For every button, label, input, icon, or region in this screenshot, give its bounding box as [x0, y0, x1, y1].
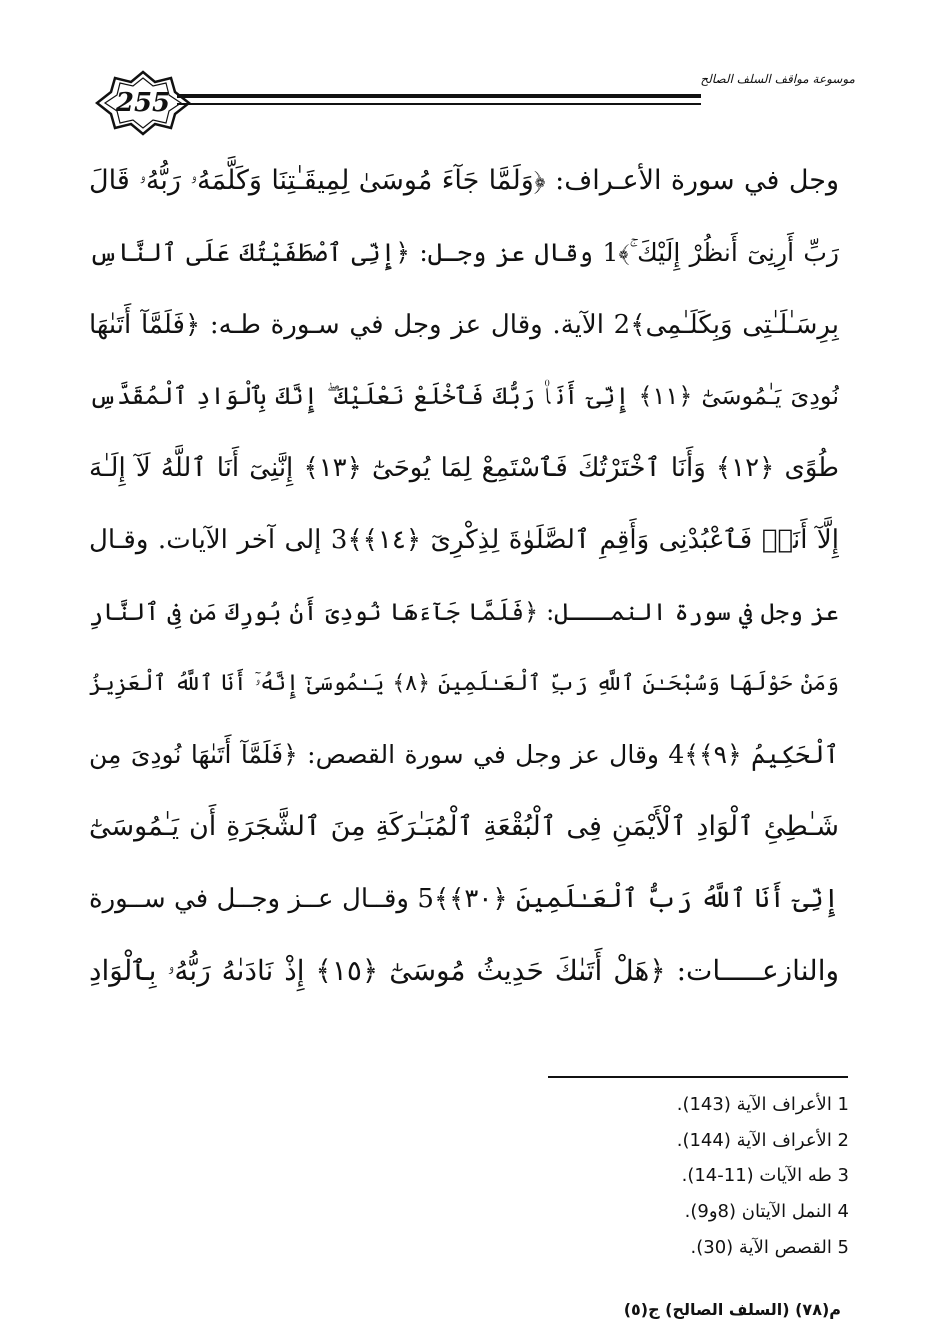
main-text: [89, 152, 839, 1014]
footnote: 2 الأعراف الآية (144).: [676, 1129, 849, 1151]
text-line: عز وجل في سورة النمـــل: ﴿فَلَمَّا جَآءَهَا نُودِىَ أَنۢ بُورِكَ مَن فِى ٱلنَّارِ: [89, 597, 839, 626]
text-line: إِنِّىٓ أَنَا ٱللَّهُ رَبُّ ٱلْعَـٰلَمِينَ ﴿٣٠﴾﴾5 وقــال عــز وجــل في ســورة: [89, 883, 839, 914]
page-number: 255: [115, 88, 171, 118]
text-line: ٱلْحَكِيمُ ﴿٩﴾﴾4 وقال عز وجل في سورة القصص: ﴿فَلَمَّآ أَتَىٰهَا نُودِىَ مِن: [89, 740, 839, 770]
footnotes: [529, 1088, 849, 1266]
footnote: 3 طه الآيات (11-14).: [681, 1165, 849, 1187]
text-line: إِلَّآ أَنَا۠ فَٱعْبُدْنِى وَأَقِمِ ٱلصَّلَوٰةَ لِذِكْرِىٓ ﴿١٤﴾﴾3 إلى آخر الآيات. وقـال: [89, 524, 839, 555]
text-line: نُودِىَ يَـٰمُوسَىٰٓ ﴿١١﴾ إِنِّىٓ أَنَا۠ رَبُّكَ فَٱخْلَعْ نَعْلَيْكَ ۖ إِنَّكَ بِٱلْوَادِ ٱلْمُقَدَّسِ: [89, 382, 839, 411]
footnote: 4 النمل الآيتان (8و9).: [684, 1201, 849, 1223]
text-line: شَـٰطِئِ ٱلْوَادِ ٱلْأَيْمَنِ فِى ٱلْبُقْعَةِ ٱلْمُبَـٰرَكَةِ مِنَ ٱلشَّجَرَةِ أَن يَـٰمُوسَىٰٓ: [89, 811, 839, 843]
text-line: وجل في سورة الأعـراف: ﴿وَلَمَّا جَآءَ مُوسَىٰ لِمِيقَـٰتِنَا وَكَلَّمَهُۥ رَبُّهُۥ قَالَ: [89, 165, 839, 196]
page-header: [95, 70, 855, 140]
footnote: 1 الأعراف الآية (143).: [676, 1094, 849, 1115]
running-title: موسوعة مواقف السلف الصالح: [700, 72, 855, 86]
text-line: رَبِّ أَرِنِىٓ أَنظُرْ إِلَيْكَ ۚ﴾1 وقال عز وجـل: ﴿إِنِّى ٱصْطَفَيْتُكَ عَلَى ٱلنَّاسِ: [89, 237, 839, 267]
text-line: طُوًى ﴿١٢﴾ وَأَنَا ٱخْتَرْتُكَ فَٱسْتَمِعْ لِمَا يُوحَىٰٓ ﴿١٣﴾ إِنَّنِىٓ أَنَا ٱللَّهُ لَآ إِلَـٰهَ: [89, 453, 839, 484]
signature-mark: م(٧٨) (السلف الصالح) ج(٥): [623, 1300, 841, 1319]
text-line: والنازعـــــات: ﴿هَلْ أَتَىٰكَ حَدِيثُ مُوسَىٰٓ ﴿١٥﴾ إِذْ نَادَىٰهُ رَبُّهُۥ بِٱلْوَادِ: [89, 953, 839, 987]
footnote: 5 القصص الآية (30).: [690, 1236, 849, 1258]
text-line: وَمَنْ حَوْلَهَا وَسُبْحَـٰنَ ٱللَّهِ رَبِّ ٱلْعَـٰلَمِينَ ﴿٨﴾ يَـٰمُوسَىٰٓ إِنَّهُۥٓ أَنَا ٱللَّهُ ٱلْعَزِيزُ: [89, 670, 839, 696]
header-rule-thick: [177, 94, 701, 98]
header-rule-thin: [177, 103, 701, 105]
text-line: بِرِسَـٰلَـٰتِى وَبِكَلَـٰمِى﴾2 الآية. وقال عز وجل في سـورة طـه: ﴿فَلَمَّآ أَتَىٰهَا: [89, 309, 839, 340]
footnote-separator: [548, 1076, 848, 1078]
